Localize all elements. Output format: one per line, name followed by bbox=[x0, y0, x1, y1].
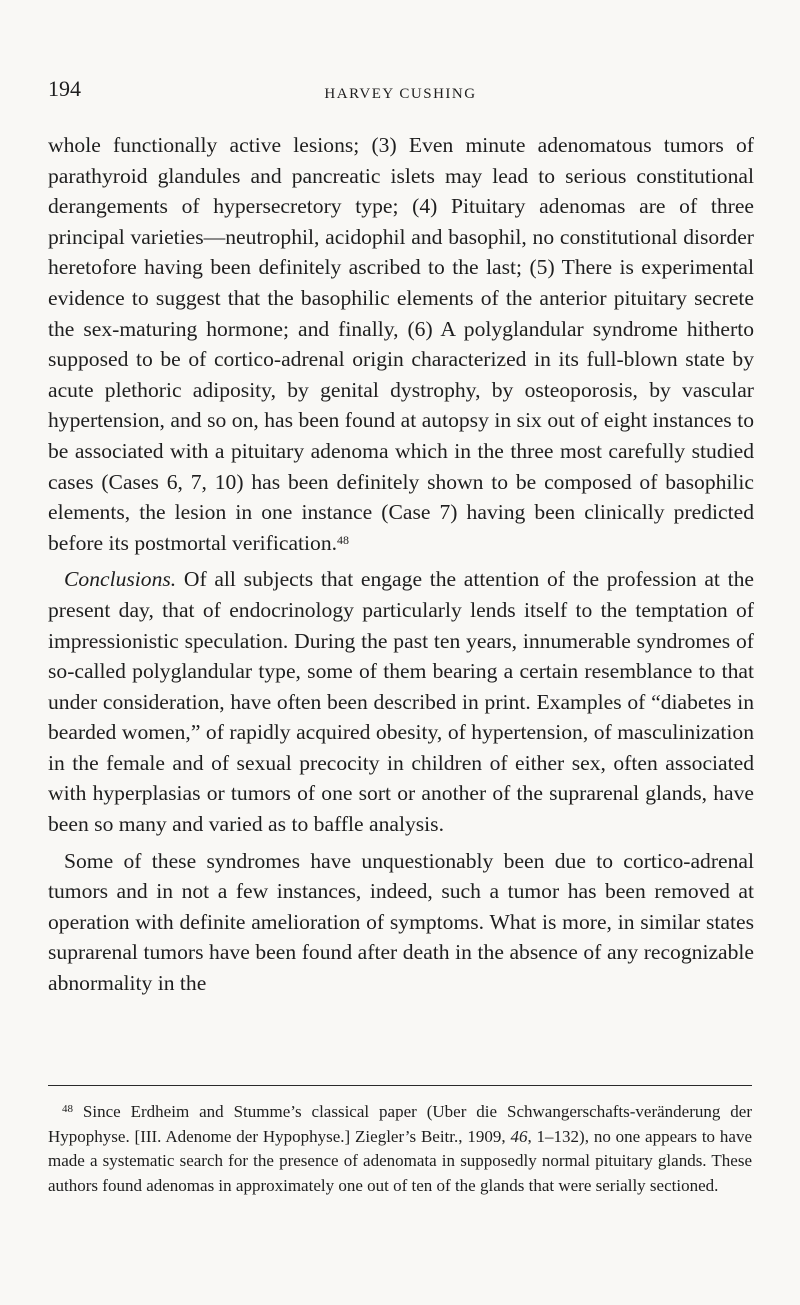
paragraph-text: Of all subjects that engage the attention of the profession at the present day, that of endocrinology particularly lends itself to the temptation of impressionistic speculation. During the past ten years, innumerable syndromes of so-called polyglandular type, some of them bearing a certain resemblance to that under consideration, have often been described in print. Examples of “diabetes in bearded women,” of rapidly acquired obesity, of hypertension, of masculinization in the female and of sexual precocity in children of either sex, often associated with hyperplasias or tumors of one sort or another of the suprarenal glands, have been so many and varied as to baffle analysis. bbox=[48, 567, 754, 837]
body-text bbox=[48, 130, 754, 999]
footnote-volume: 46 bbox=[510, 1126, 528, 1146]
page-number: 194 bbox=[48, 76, 81, 101]
section-heading-conclusions: Conclusions. bbox=[64, 567, 177, 592]
footnote-text: Since Erdheim and Stumme’s classical paper (Uber die Schwangerschafts-veränderung der Hypophyse. [III. Adenome der Hypophyse.] Ziegler’s Beitr., 1909, bbox=[48, 1102, 752, 1146]
running-head bbox=[48, 76, 753, 106]
footnote-divider bbox=[48, 1085, 752, 1086]
footnote-reference: 48 bbox=[337, 532, 350, 547]
paragraph-conclusions bbox=[48, 564, 754, 839]
footnote-text-end: , 1–132), no one appears to have made a systematic search for the presence of adenomata in supposedly normal pituitary glands. These authors found adenomas in approximately one out of ten of the glands that were serially sectioned. bbox=[48, 1126, 752, 1195]
paragraph-text: Some of these syndromes have unquestionably been due to cortico-adrenal tumors and in not a few instances, indeed, such a tumor has been removed at operation with definite amelioration of symptoms. What is more, in similar states suprarenal tumors have been found after death in the absence of any recognizable abnormality in the bbox=[48, 848, 754, 996]
footnote-48 bbox=[48, 1100, 752, 1198]
footnote-number: 48 bbox=[62, 1103, 73, 1115]
running-title: HARVEY CUSHING bbox=[324, 86, 477, 102]
paragraph-syndromes bbox=[48, 846, 754, 999]
paragraph-continued bbox=[48, 130, 754, 558]
paragraph-text: whole functionally active lesions; (3) Even minute adenomatous tumors of parathyroid glandules and pancreatic islets may lead to serious constitutional derangements of hypersecretory type; (4) Pituitary adenomas are of three principal varieties—neutrophil, acidophil and basophil, no constitutional disorder heretofore having been definitely ascribed to the last; (5) There is experimental evidence to suggest that the basophilic elements of the anterior pituitary secrete the sex-maturing hormone; and finally, (6) A polyglandular syndrome hitherto supposed to be of cortico-adrenal origin characterized in its full-blown state by acute plethoric adiposity, by genital dystrophy, by osteoporosis, by vascular hypertension, and so on, has been found at autopsy in six out of eight instances to be associated with a pituitary adenoma which in the three most carefully studied cases (Cases 6, 7, 10) has been definitely shown to be composed of basophilic elements, the lesion in one instance (Case 7) having been clinically predicted before its postmortal verification. bbox=[48, 133, 754, 555]
